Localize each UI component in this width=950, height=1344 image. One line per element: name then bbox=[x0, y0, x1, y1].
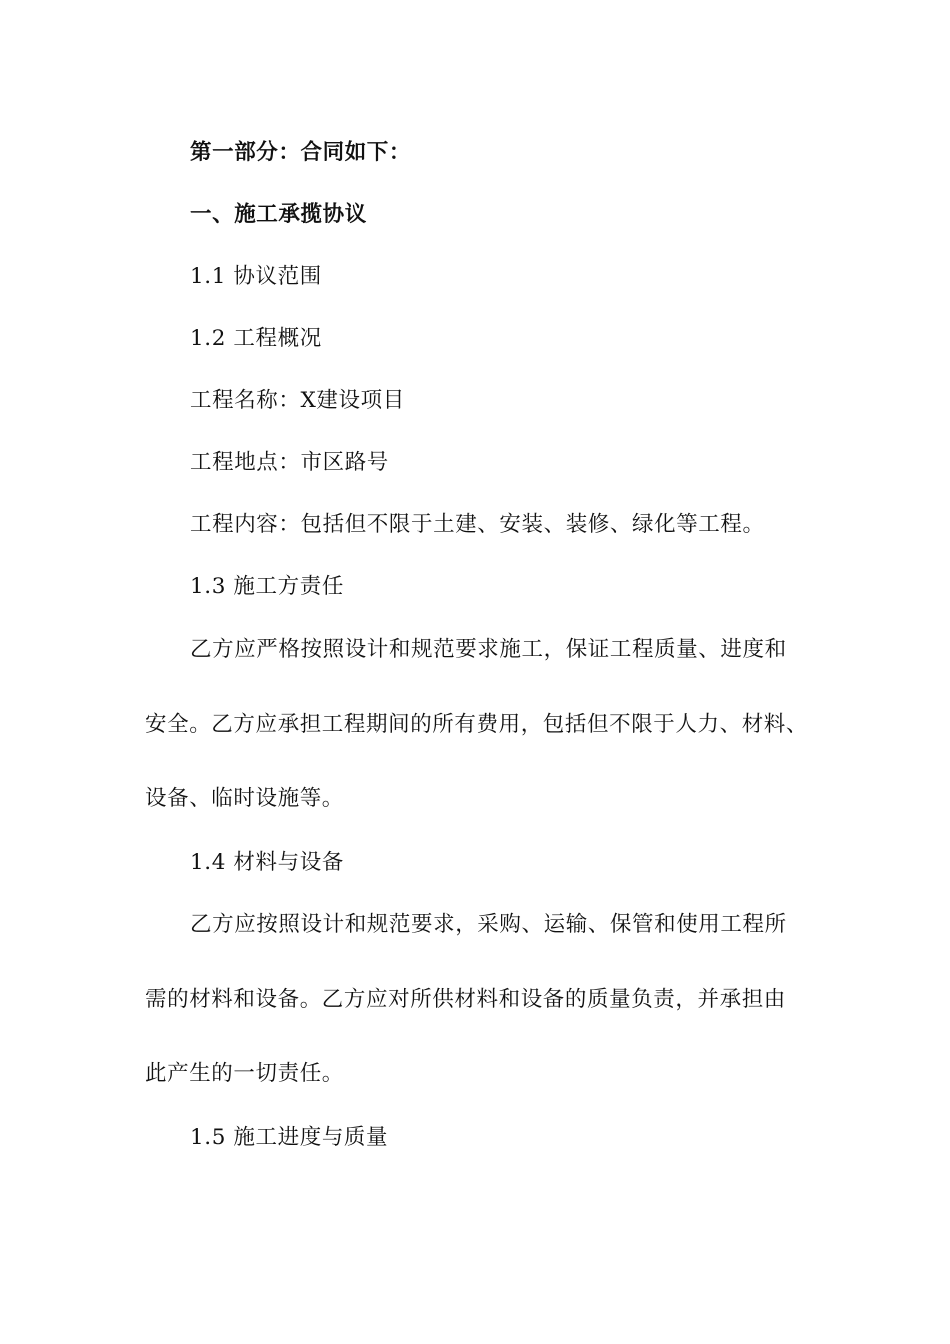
project-location-line: 工程地点：市区路号 bbox=[190, 450, 389, 475]
clause-1-4-paragraph-line-3: 此产生的一切责任。 bbox=[145, 1061, 344, 1086]
clause-1-4-paragraph-line-2: 需的材料和设备。乙方应对所供材料和设备的质量负责，并承担由 bbox=[145, 987, 786, 1012]
clause-1-4-paragraph-line-1: 乙方应按照设计和规范要求，采购、运输、保管和使用工程所 bbox=[190, 912, 787, 937]
clause-1-5-heading: 1.5 施工进度与质量 bbox=[190, 1125, 389, 1150]
clause-1-1-heading: 1.1 协议范围 bbox=[190, 264, 322, 289]
clause-1-4-heading: 1.4 材料与设备 bbox=[190, 850, 344, 875]
clause-1-3-heading: 1.3 施工方责任 bbox=[190, 574, 344, 599]
section-heading: 一、施工承揽协议 bbox=[190, 202, 367, 227]
project-content-line: 工程内容：包括但不限于土建、安装、装修、绿化等工程。 bbox=[190, 512, 765, 537]
clause-1-3-paragraph-line-3: 设备、临时设施等。 bbox=[145, 786, 344, 811]
part-heading: 第一部分：合同如下： bbox=[190, 140, 412, 165]
clause-1-2-heading: 1.2 工程概况 bbox=[190, 326, 322, 351]
clause-1-3-paragraph-line-1: 乙方应严格按照设计和规范要求施工，保证工程质量、进度和 bbox=[190, 637, 787, 662]
project-name-line: 工程名称：X建设项目 bbox=[190, 388, 405, 413]
clause-1-3-paragraph-line-2: 安全。乙方应承担工程期间的所有费用，包括但不限于人力、材料、 bbox=[145, 712, 809, 737]
